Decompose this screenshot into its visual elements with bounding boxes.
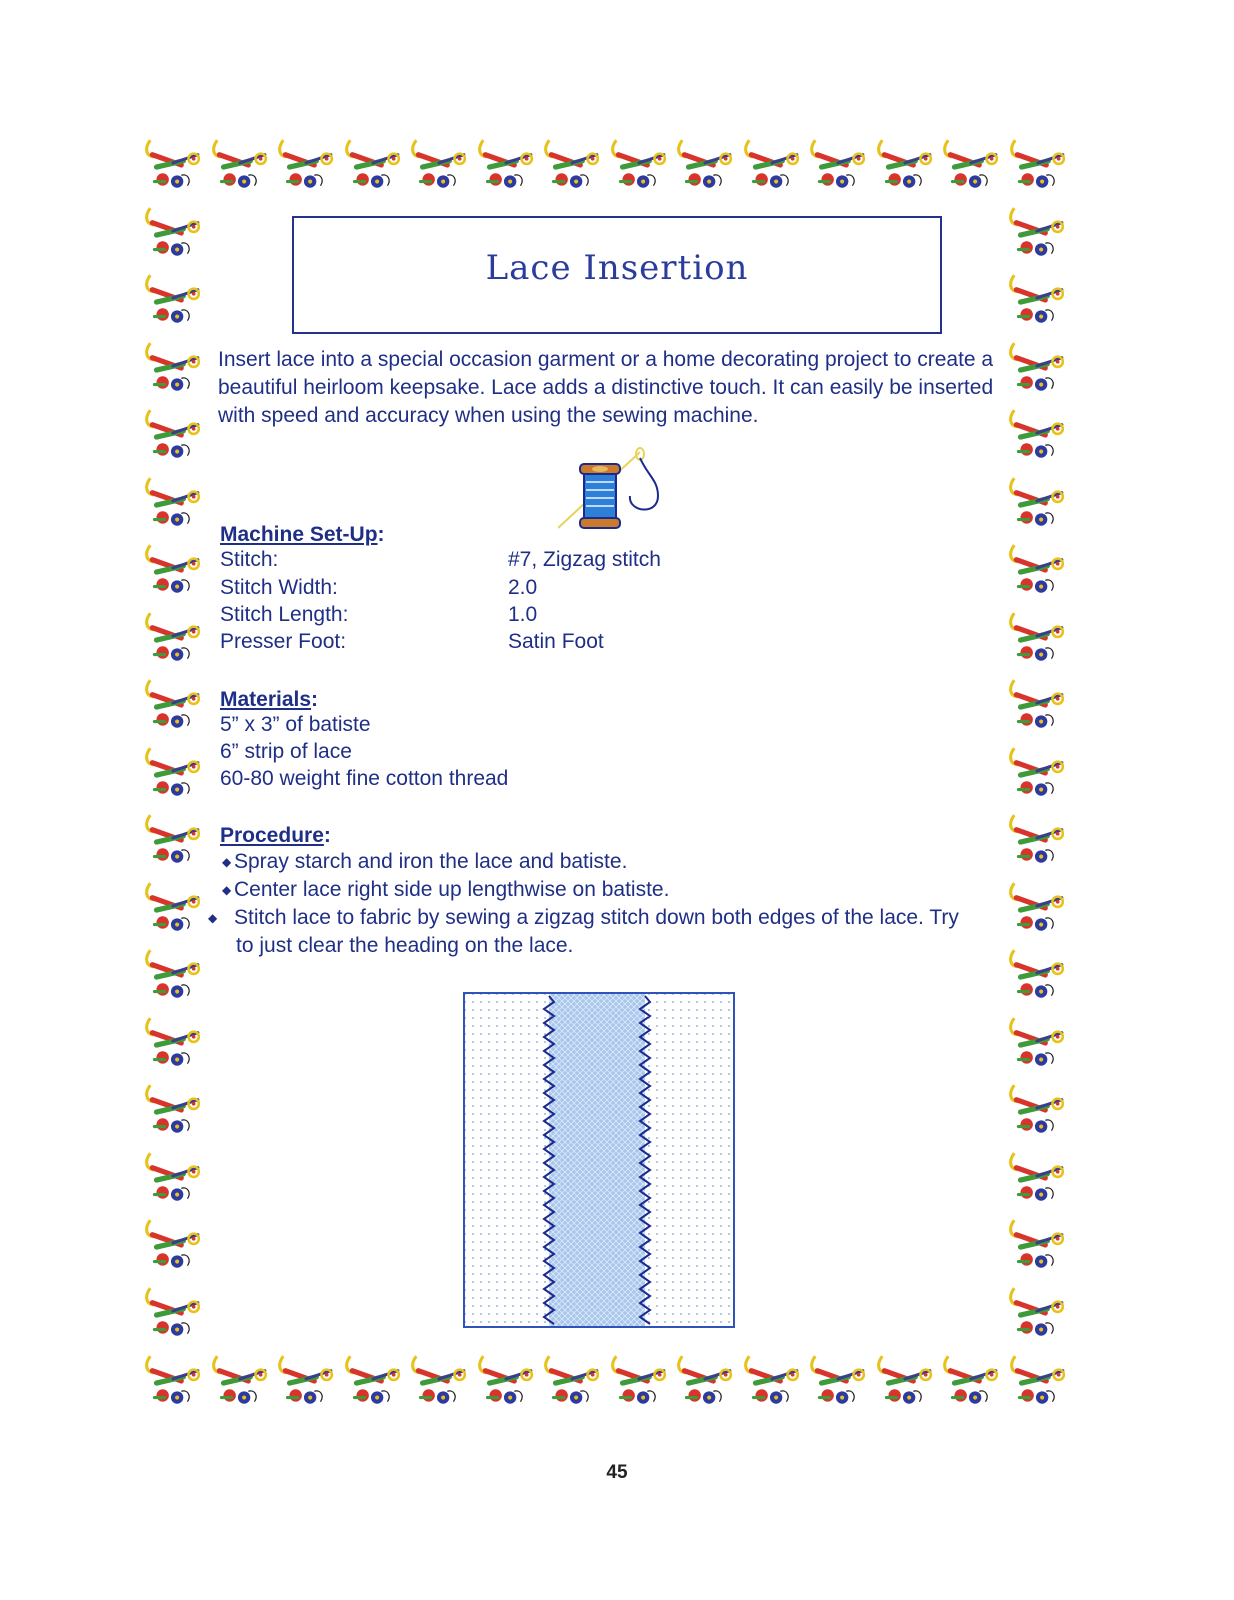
- scissors-and-spool-icon: [342, 1350, 404, 1412]
- scissors-and-spool-icon: [142, 944, 204, 1006]
- bullet-icon: ◆: [222, 855, 232, 870]
- title-box: [292, 216, 942, 334]
- scissors-and-spool-icon: [342, 134, 404, 196]
- scissors-and-spool-icon: [142, 1147, 204, 1209]
- thread-spool-with-needle-icon: [558, 446, 678, 546]
- scissors-and-spool-icon: [1006, 944, 1068, 1006]
- scissors-and-spool-icon: [674, 1350, 736, 1412]
- scissors-and-spool-icon: [209, 1350, 271, 1412]
- scissors-and-spool-icon: [275, 1350, 337, 1412]
- scissors-and-spool-icon: [807, 1350, 869, 1412]
- scissors-and-spool-icon: [142, 472, 204, 534]
- scissors-and-spool-icon: [475, 134, 537, 196]
- scissors-and-spool-icon: [741, 134, 803, 196]
- setup-value-foot: Satin Foot: [508, 630, 604, 653]
- setup-label-stitch: Stitch:: [220, 548, 279, 571]
- lace-insertion-diagram: [463, 992, 735, 1328]
- materials-item: 60-80 weight fine cotton thread: [220, 767, 509, 790]
- scissors-and-spool-icon: [1006, 1282, 1068, 1344]
- scissors-and-spool-icon: [741, 1350, 803, 1412]
- scissors-and-spool-icon: [1007, 1350, 1069, 1412]
- scissors-and-spool-icon: [940, 134, 1002, 196]
- page-number: 45: [606, 1462, 628, 1483]
- scissors-and-spool-icon: [1006, 337, 1068, 399]
- scissors-and-spool-icon: [1006, 1147, 1068, 1209]
- procedure-step: ◆ Spray starch and iron the lace and batiste.: [222, 848, 982, 876]
- scissors-and-spool-icon: [142, 1079, 204, 1141]
- scissors-and-spool-icon: [142, 539, 204, 601]
- scissors-and-spool-icon: [1006, 809, 1068, 871]
- scissors-and-spool-icon: [142, 742, 204, 804]
- scissors-and-spool-icon: [1007, 134, 1069, 196]
- materials-item: 6” strip of lace: [220, 740, 352, 763]
- lace-strip: [549, 994, 645, 1326]
- scissors-and-spool-icon: [1006, 404, 1068, 466]
- scissors-and-spool-icon: [142, 809, 204, 871]
- setup-value-length: 1.0: [508, 603, 538, 626]
- scissors-and-spool-icon: [142, 607, 204, 669]
- scissors-and-spool-icon: [541, 1350, 603, 1412]
- procedure-step: ◆ Stitch lace to fabric by sewing a zigzag stitch down both edges of the lace. Try to just clear the heading on the lace.: [208, 906, 959, 958]
- scissors-and-spool-icon: [608, 1350, 670, 1412]
- scissors-and-spool-icon: [1006, 1214, 1068, 1276]
- scissors-and-spool-icon: [807, 134, 869, 196]
- setup-label-foot: Presser Foot:: [220, 630, 347, 653]
- scissors-and-spool-icon: [541, 134, 603, 196]
- scissors-and-spool-icon: [1006, 472, 1068, 534]
- scissors-and-spool-icon: [674, 134, 736, 196]
- scissors-and-spool-icon: [1006, 742, 1068, 804]
- procedure-step: ◆ Center lace right side up lengthwise on batiste.: [222, 876, 982, 904]
- scissors-and-spool-icon: [1006, 674, 1068, 736]
- scissors-and-spool-icon: [1006, 1012, 1068, 1074]
- setup-value-width: 2.0: [508, 576, 538, 599]
- scissors-and-spool-icon: [275, 134, 337, 196]
- page-title: Lace Insertion: [485, 248, 749, 288]
- scissors-and-spool-icon: [142, 1012, 204, 1074]
- procedure-heading: Procedure:: [220, 824, 331, 847]
- scissors-and-spool-icon: [1006, 1079, 1068, 1141]
- setup-label-width: Stitch Width:: [220, 576, 338, 599]
- bullet-icon: ◆: [222, 883, 232, 898]
- scissors-and-spool-icon: [608, 134, 670, 196]
- scissors-and-spool-icon: [142, 1282, 204, 1344]
- scissors-and-spool-icon: [142, 404, 204, 466]
- scissors-and-spool-icon: [408, 1350, 470, 1412]
- scissors-and-spool-icon: [209, 134, 271, 196]
- scissors-and-spool-icon: [1006, 269, 1068, 331]
- scissors-and-spool-icon: [142, 1214, 204, 1276]
- scissors-and-spool-icon: [1006, 202, 1068, 264]
- setup-label-length: Stitch Length:: [220, 603, 349, 626]
- scissors-and-spool-icon: [475, 1350, 537, 1412]
- materials-heading: Materials:: [220, 688, 319, 711]
- setup-value-stitch: #7, Zigzag stitch: [508, 548, 661, 571]
- materials-item: 5” x 3” of batiste: [220, 713, 371, 736]
- scissors-and-spool-icon: [142, 269, 204, 331]
- scissors-and-spool-icon: [874, 1350, 936, 1412]
- bullet-icon: ◆: [208, 911, 218, 926]
- scissors-and-spool-icon: [142, 202, 204, 264]
- machine-setup-heading: Machine Set-Up:: [220, 523, 385, 546]
- scissors-and-spool-icon: [408, 134, 470, 196]
- scissors-and-spool-icon: [142, 134, 204, 196]
- scissors-and-spool-icon: [1006, 539, 1068, 601]
- scissors-and-spool-icon: [874, 134, 936, 196]
- intro-paragraph: Insert lace into a special occasion garment or a home decorating project to create a beautiful heirloom keepsake. Lace adds a distinctive touch. It can easily be inserted with speed and accuracy when using the sewing machine.: [218, 348, 994, 427]
- scissors-and-spool-icon: [142, 674, 204, 736]
- scissors-and-spool-icon: [940, 1350, 1002, 1412]
- scissors-and-spool-icon: [1006, 607, 1068, 669]
- scissors-and-spool-icon: [142, 877, 204, 939]
- scissors-and-spool-icon: [142, 337, 204, 399]
- scissors-and-spool-icon: [1006, 877, 1068, 939]
- scissors-and-spool-icon: [142, 1350, 204, 1412]
